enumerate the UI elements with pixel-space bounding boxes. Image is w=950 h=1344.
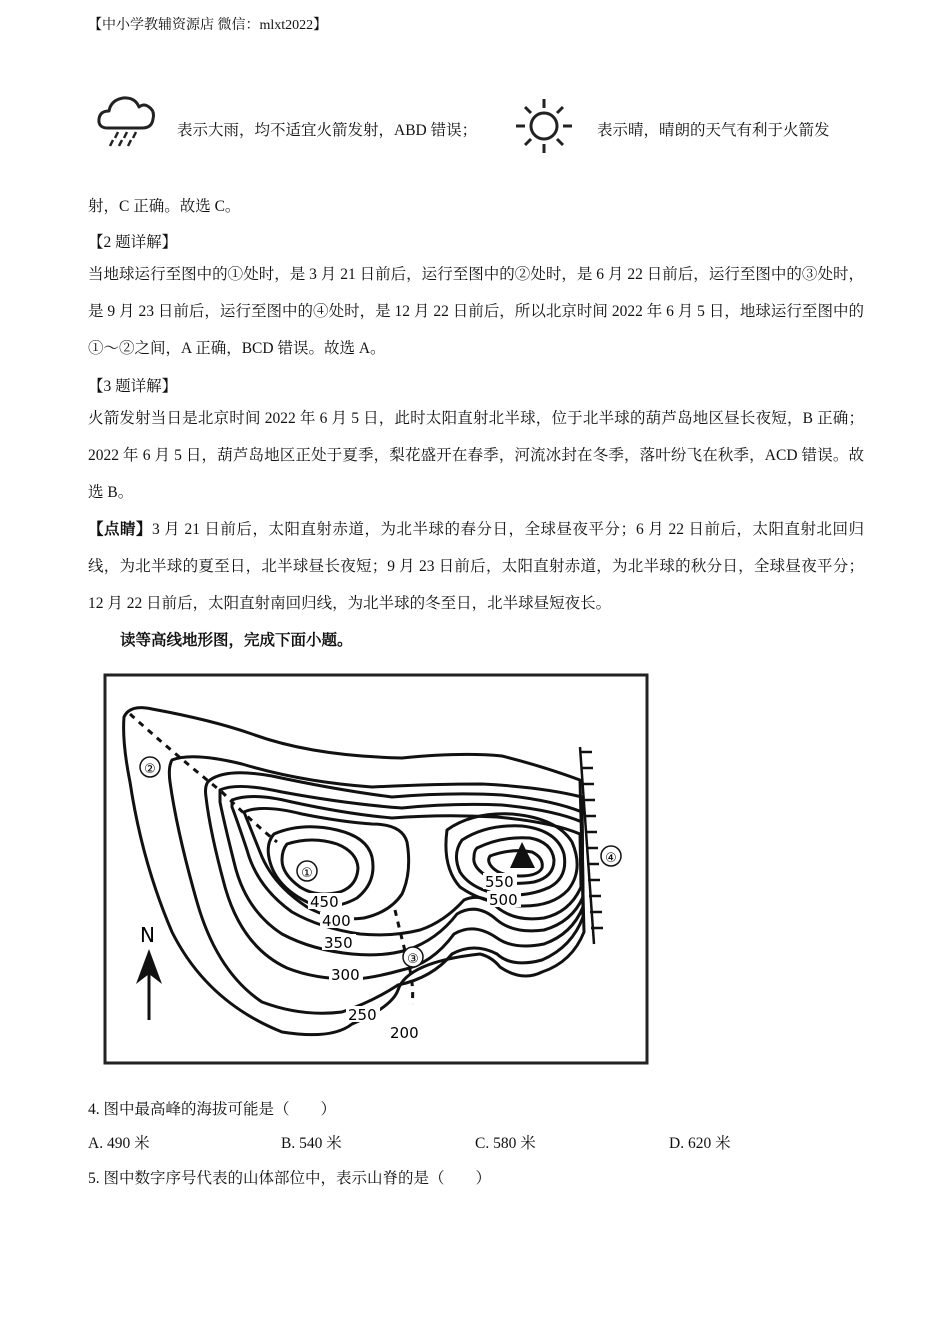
q4-option-a[interactable]: A. 490 米 [88,1135,150,1152]
label-250: 250 [348,1006,377,1024]
q3-explanation: 火箭发射当日是北京时间 2022 年 6 月 5 日，此时太阳直射北半球，位于北半球的葫芦岛地区昼长夜短，B 正确；2022 年 6 月 5 日，葫芦岛地区正处于夏季，梨花盛开在春季，河流冰封在冬季，落叶纷飞在秋季，ACD 错误。故选 B。 [88,410,864,501]
label-300: 300 [331,966,360,984]
label-450: 450 [310,893,339,911]
q1-continuation: 射，C 正确。故选 C。 [88,198,241,215]
label-200: 200 [390,1024,419,1042]
header-source: 【中小学教辅资源店 微信：mlxt2022】 [88,18,328,33]
marker-2: ② [144,762,156,777]
label-500: 500 [489,891,518,909]
q4-stem: 4. 图中最高峰的海拔可能是（ ） [88,1101,337,1118]
map-intro: 读等高线地形图，完成下面小题。 [120,632,353,649]
label-400: 400 [322,912,351,930]
contour-inner-2 [282,840,358,894]
north-arrow [136,949,162,1020]
q3-title: 【3 题详解】 [88,378,178,395]
q5-stem: 5. 图中数字序号代表的山体部位中，表示山脊的是（ ） [88,1170,492,1187]
contour-map [102,672,652,1068]
q2-title: 【2 题详解】 [88,234,178,251]
marker-4: ④ [605,851,617,866]
tip-paragraph [88,511,864,622]
q2-explanation: 当地球运行至图中的①处时，是 3 月 21 日前后，运行至图中的②处时，是 6 月 22 日前后，运行至图中的③处时，是 9 月 23 日前后，运行至图中的④处时，是 12 月 22 日前后，所以北京时间 2022 年 6 月 5 日，地球运行至图中的①～②之间，A 正确，BCD 错误。故选 A。 [88,266,864,357]
tip-label: 【点睛】 [88,521,153,538]
rain-cloud-icon [96,92,158,148]
label-550: 550 [485,873,514,891]
marker-1: ① [301,866,313,881]
dashed-ridge-line [130,714,277,842]
rain-explanation: 表示大雨，均不适宜火箭发射，ABD 错误； [177,122,478,139]
north-label: N [140,923,155,947]
sun-explanation: 表示晴，晴朗的天气有利于火箭发 [597,122,830,139]
sun-icon [514,97,574,155]
tip-text: 3 月 21 日前后，太阳直射赤道，为北半球的春分日，全球昼夜平分；6 月 22 日前后，太阳直射北回归线，为北半球的夏至日，北半球昼长夜短；9 月 23 日前后，太阳直射赤道，为北半球的秋分日，全球昼夜平分；12 月 22 日前后，太阳直射南回归线，为北半球的冬至日，北半球昼短夜长。 [88,521,864,612]
label-350: 350 [324,934,353,952]
map-frame [105,675,647,1063]
q4-option-d[interactable]: D. 620 米 [669,1135,731,1152]
peak-triangle [510,842,535,868]
q4-option-b[interactable]: B. 540 米 [281,1135,342,1152]
marker-3: ③ [407,952,419,967]
q4-option-c[interactable]: C. 580 米 [475,1135,536,1152]
